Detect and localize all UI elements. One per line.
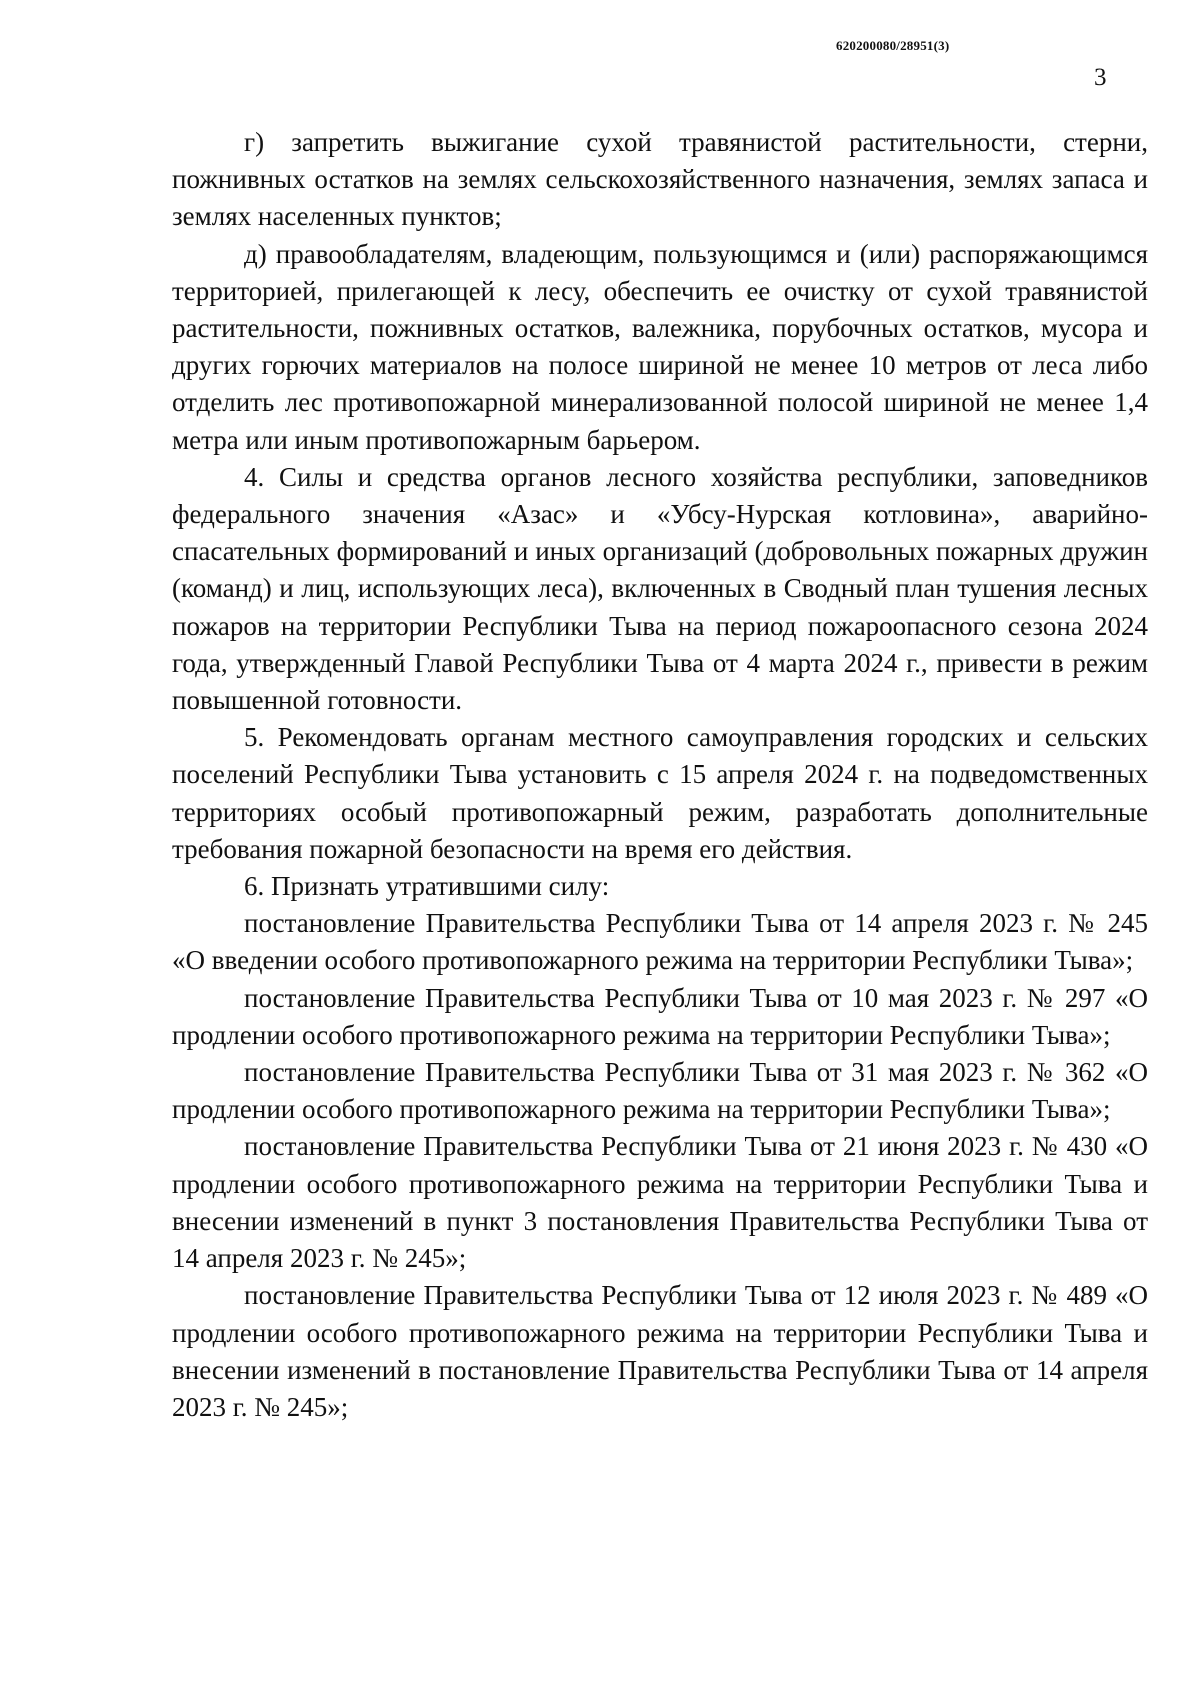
- paragraph-4: 4. Силы и средства органов лесного хозяйства республики, заповедников федерального значения «Азас» и «Убсу-Нурская котловина», аварийно-спасательных формирований и иных организаций (добровольных пожарных дружин (команд) и лиц, использующих леса), включенных в Сводный план тушения лесных пожаров на территории Республики Тыва на период пожароопасного сезона 2024 года, утвержденный Главой Республики Тыва от 4 марта 2024 г., привести в режим повышенной готовности.: [172, 461, 1148, 716]
- repealed-item-489: постановление Правительства Республики Тыва от 12 июля 2023 г. № 489 «О продлении особого противопожарного режима на территории Республики Тыва и внесении изменений в постановление Правительства Республики Тыва от 14 апреля 2023 г. № 245»;: [172, 1280, 1148, 1422]
- repealed-item-362: постановление Правительства Республики Тыва от 31 мая 2023 г. № 362 «О продлении особого противопожарного режима на территории Республики Тыва»;: [172, 1057, 1148, 1125]
- document-body: [172, 124, 1148, 1426]
- repealed-item-297: постановление Правительства Республики Тыва от 10 мая 2023 г. № 297 «О продлении особого противопожарного режима на территории Республики Тыва»;: [172, 982, 1148, 1050]
- repealed-item-245: постановление Правительства Республики Тыва от 14 апреля 2023 г. № 245 «О введении особого противопожарного режима на территории Республики Тыва»;: [172, 908, 1148, 976]
- paragraph-5: 5. Рекомендовать органам местного самоуправления городских и сельских поселений Республики Тыва установить с 15 апреля 2024 г. на подведомственных территориях особый противопожарный режим, разработать дополнительные требования пожарной безопасности на время его действия.: [172, 722, 1148, 864]
- paragraph-6: 6. Признать утратившими силу:: [244, 871, 610, 902]
- document-id: 620200080/28951(3): [836, 38, 950, 53]
- paragraph-d: д) правообладателям, владеющим, пользующимся и (или) распоряжающимся территорией, прилегающей к лесу, обеспечить ее очистку от сухой травянистой растительности, пожнивных остатков, валежника, порубочных остатков, мусора и других горючих материалов на полосе шириной не менее 10 метров от леса либо отделить лес противопожарной минерализованной полосой шириной не менее 1,4 метра или иным противопожарным барьером.: [172, 238, 1148, 455]
- paragraph-g: г) запретить выжигание сухой травянистой растительности, стерни, пожнивных остатков на землях сельскохозяйственного назначения, землях запаса и землях населенных пунктов;: [172, 127, 1148, 232]
- page-number: 3: [1094, 64, 1107, 91]
- repealed-item-430: постановление Правительства Республики Тыва от 21 июня 2023 г. № 430 «О продлении особого противопожарного режима на территории Республики Тыва и внесении изменений в пункт 3 постановления Правительства Республики Тыва от 14 апреля 2023 г. № 245»;: [172, 1131, 1148, 1274]
